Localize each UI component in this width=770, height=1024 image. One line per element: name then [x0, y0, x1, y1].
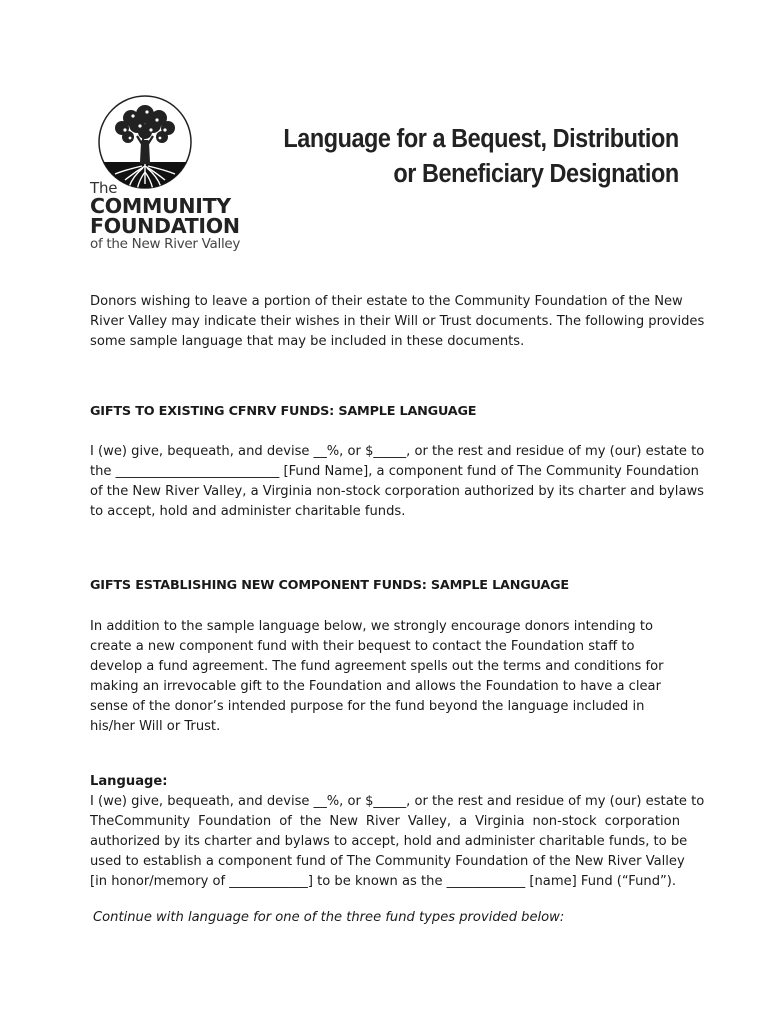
paragraph-line: In addition to the sample language below, we strongly encourage donors intending to: [90, 619, 653, 634]
tree-emblem-icon: [95, 92, 195, 192]
intro-line: some sample language that may be included in these documents.: [90, 334, 525, 349]
paragraph-line: I (we) give, bequeath, and devise __%, or $_____, or the rest and residue of my (our) estate to: [90, 444, 705, 459]
intro-paragraph: [90, 292, 705, 352]
logo-foundation: FOUNDATION: [90, 214, 240, 238]
paragraph-line: to accept, hold and administer charitable funds.: [90, 504, 406, 519]
title-line-1: Language for a Bequest, Distribution: [283, 125, 679, 153]
logo-new-river-valley: of the New River Valley: [90, 236, 241, 252]
intro-line: River Valley may indicate their wishes in their Will or Trust documents. The following provides: [90, 314, 705, 329]
logo-wordmark: [90, 180, 240, 252]
paragraph-line: develop a fund agreement. The fund agreement spells out the terms and conditions for: [90, 659, 664, 674]
paragraph-line: of the New River Valley, a Virginia non-stock corporation authorized by its charter and bylaws: [90, 484, 704, 499]
document-title: [284, 122, 679, 192]
section-heading-existing-funds: GIFTS TO EXISTING CFNRV FUNDS: SAMPLE LANGUAGE: [90, 404, 477, 419]
existing-funds-paragraph: [90, 442, 705, 522]
paragraph-line: TheCommunity Foundation of the New River Valley, a Virginia non-stock corporation: [90, 814, 680, 829]
paragraph-line: I (we) give, bequeath, and devise __%, or $_____, or the rest and residue of my (our) estate to: [90, 794, 705, 809]
foundation-logo: [90, 92, 250, 252]
paragraph-line: create a new component fund with their bequest to contact the Foundation staff to: [90, 639, 635, 654]
language-label: Language:: [90, 774, 168, 789]
paragraph-line: authorized by its charter and bylaws to accept, hold and administer charitable funds, to be: [90, 834, 688, 849]
intro-line: Donors wishing to leave a portion of their estate to the Community Foundation of the New: [90, 294, 683, 309]
section-heading-new-funds: GIFTS ESTABLISHING NEW COMPONENT FUNDS: SAMPLE LANGUAGE: [90, 578, 569, 593]
language-block: [90, 772, 705, 892]
new-funds-paragraph: [90, 617, 680, 737]
logo-the: The: [90, 179, 118, 197]
paragraph-line: the _________________________ [Fund Name], a component fund of The Community Foundation: [90, 464, 699, 479]
paragraph-line: his/her Will or Trust.: [90, 719, 221, 734]
paragraph-line: making an irrevocable gift to the Foundation and allows the Foundation to have a clear: [90, 679, 661, 694]
logo-community: COMMUNITY: [90, 194, 231, 218]
paragraph-line: used to establish a component fund of The Community Foundation of the New River Valley: [90, 854, 685, 869]
continue-note: Continue with language for one of the three fund types provided below:: [93, 910, 565, 925]
paragraph-line: [in honor/memory of ____________] to be known as the ____________ [name] Fund (“Fund”).: [90, 874, 677, 889]
title-line-2: or Beneficiary Designation: [393, 160, 679, 188]
paragraph-line: sense of the donor’s intended purpose for the fund beyond the language included in: [90, 699, 645, 714]
